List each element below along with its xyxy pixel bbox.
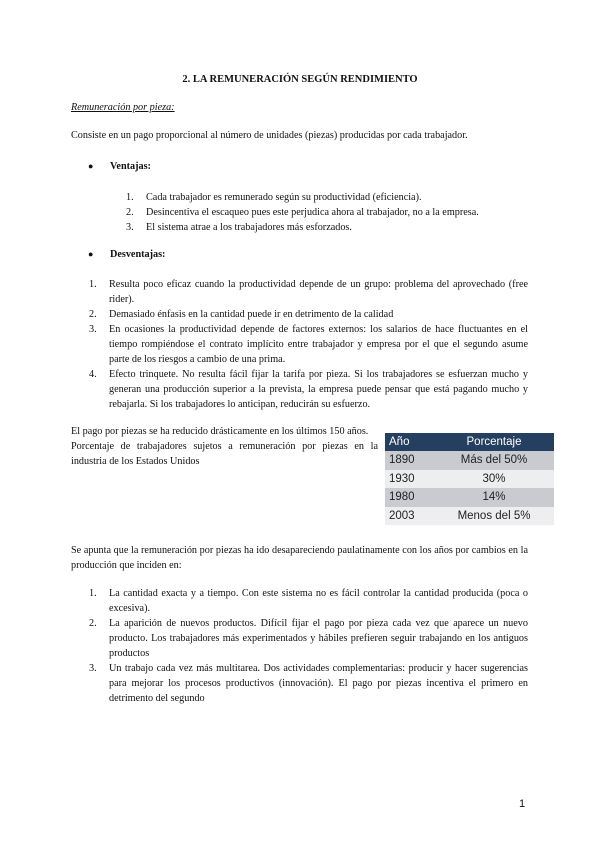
desventajas-list (89, 277, 528, 412)
table-header-percent: Porcentaje (434, 433, 554, 451)
table-row: 1980 14% (385, 488, 554, 507)
table-header-year: Año (385, 433, 434, 451)
list-item: 2. Demasiado énfasis en la cantidad puede ir en detrimento de la calidad (89, 309, 394, 320)
list-item: 2. La aparición de nuevos productos. Difícil fijar el pago por pieza cada vez que aparece un nuevo producto. Los trabajadores más experimentados y hábiles prefieren seguir trabajando en los antiguos productos (89, 618, 528, 659)
subtitle: Remuneración por pieza: (71, 102, 175, 113)
list-item: 4. Efecto trinquete. No resulta fácil fijar la tarifa por pieza. Si los trabajadores se esfuerzan mucho y generan una producción superior a la prevista, la empresa puede pensar que está pagando mucho y rebajarla. Si los trabajadores lo anticipan, reducirán su esfuerzo. (89, 369, 528, 410)
list-item: 1. La cantidad exacta y a tiempo. Con este sistema no es fácil controlar la cantidad producida (poca o excesiva). (89, 588, 528, 614)
list-item: 1. Resulta poco eficaz cuando la productividad depende de un grupo: problema del aprovechado (free rider). (89, 279, 528, 305)
list-item: 3. En ocasiones la productividad depende de factores externos: los salarios de hace fluctuantes en el tiempo rompiéndose el contrato implícito entre trabajador y empresa por el que el segundo asume parte de los riesgos a cambio de una prima. (89, 324, 528, 365)
desventajas-heading: ● Desventajas: (88, 249, 166, 260)
list-item: 3. El sistema atrae a los trabajadores más esforzados. (126, 222, 352, 233)
table-row: 1930 30% (385, 470, 554, 489)
percentage-table (385, 433, 554, 525)
ventajas-list (126, 190, 546, 235)
side-text (71, 424, 378, 469)
side-paragraph-1: El pago por piezas se ha reducido drásticamente en los últimos 150 años. (71, 426, 369, 437)
table-row: 2003 Menos del 5% (385, 507, 554, 526)
list-item: 1. Cada trabajador es remunerado según su productividad (eficiencia). (126, 192, 422, 203)
bullet-icon: ● (88, 249, 94, 259)
section-title: 2. LA REMUNERACIÓN SEGÚN RENDIMIENTO (182, 74, 418, 85)
side-paragraph-2: Porcentaje de trabajadores sujetos a remuneración por piezas en la industria de los Estados Unidos (71, 441, 378, 467)
paragraph-2: Se apunta que la remuneración por piezas ha ido desapareciendo paulatinamente con los años por cambios en la producción que inciden en: (71, 545, 528, 571)
intro-paragraph: Consiste en un pago proporcional al número de unidades (piezas) producidas por cada trabajador. (71, 130, 468, 141)
table-row: 1890 Más del 50% (385, 451, 554, 470)
list-item: 3. Un trabajo cada vez más multitarea. Dos actividades complementarias: producir y hacer sugerencias para mejorar los procesos productivos (innovación). El pago por piezas incentiva el primero en detrimento del segundo (89, 663, 528, 704)
list-item: 2. Desincentiva el escaqueo pues este perjudica ahora al trabajador, no a la empresa. (126, 207, 479, 218)
factores-list (89, 586, 528, 706)
bullet-icon: ● (88, 161, 94, 171)
page-number: 1 (519, 798, 526, 810)
ventajas-heading: ● Ventajas: (88, 161, 151, 172)
